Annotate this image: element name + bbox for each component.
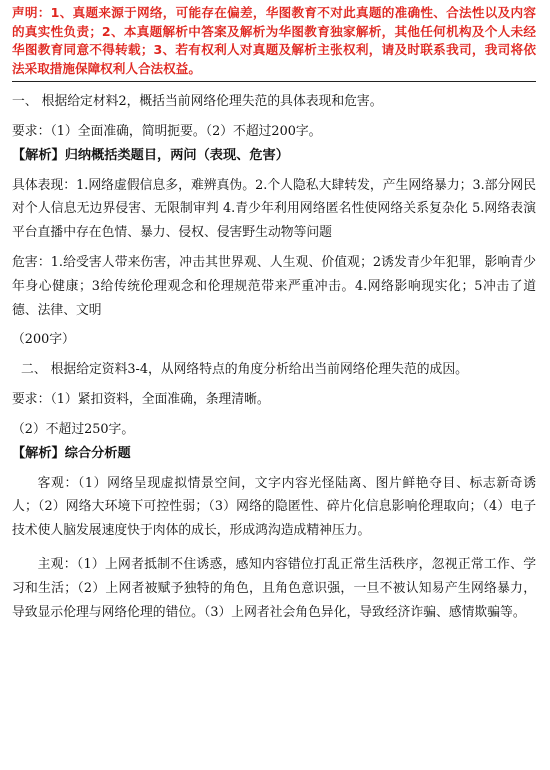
question-1-analysis-heading: 【解析】归纳概括类题目，两问（表现、危害）: [12, 147, 289, 163]
disclaimer-notice: 声明：1、真题来源于网络，可能存在偏差，华图教育不对此真题的准确性、合法性以及内容的真实性负责；2、本真题解析中答案及解析为华图教育独家解析，其他任何机构及个人未经华图教育同意不得转载；3、若有权利人对真题及解析主张权利，请及时联系我司，我司将依法采取措施保障权利人合法权益。: [12, 5, 536, 76]
question-1-word-count: （200字）: [12, 332, 75, 348]
question-1: 一、 根据给定材料2，概括当前网络伦理失范的具体表现和危害。: [12, 94, 383, 109]
question-2-requirement-2: （2）不超过250字。: [12, 421, 135, 437]
question-1-performance: 具体表现：1.网络虚假信息多，难辨真伪。2.个人隐私大肆转发，产生网络暴力；3.部分网民对个人信息无边界侵害、无限制审判 4.青少年利用网络匿名性使网络关系复杂化 5.网络表演平台直播中存在色情、暴力、侵权、侵害野生动物等问题: [12, 177, 536, 241]
header-divider: [12, 81, 536, 82]
question-2-subjective: 主观：（1）上网者抵制不住诱惑，感知内容错位打乱正常生活秩序，忽视正常工作、学习和生活；（2）上网者被赋予独特的角色，且角色意识强，一旦不被认知易产生网络暴力，导致显示伦理与网络伦理的错位。（3）上网者社会角色异化，导致经济诈骗、感情欺骗等。: [12, 556, 536, 620]
question-2-requirement-1: 要求：（1）紧扣资料，全面准确，条理清晰。: [12, 391, 270, 407]
question-2-objective: 客观：（1）网络呈现虚拟情景空间，文字内容光怪陆离、图片鲜艳夺目、标志新奇诱人；（2）网络大环境下可控性弱；（3）网络的隐匿性、碎片化信息影响伦理取向；（4）电子技术使人脑发展速度快于肉体的成长，形成鸿沟造成精神压力。: [12, 475, 536, 539]
question-1-harm: 危害：1.给受害人带来伤害，冲击其世界观、人生观、价值观；2诱发青少年犯罪，影响青少年身心健康；3给传统伦理观念和伦理规范带来严重冲击。4.网络影响现实化；5冲击了道德、法律、文明: [12, 254, 536, 318]
question-2: 二、 根据给定资料3-4，从网络特点的角度分析给出当前网络伦理失范的成因。: [20, 362, 468, 378]
question-1-requirements: 要求：（1）全面准确，简明扼要。（2）不超过200字。: [12, 123, 322, 139]
question-2-analysis-heading: 【解析】综合分析题: [12, 445, 131, 461]
